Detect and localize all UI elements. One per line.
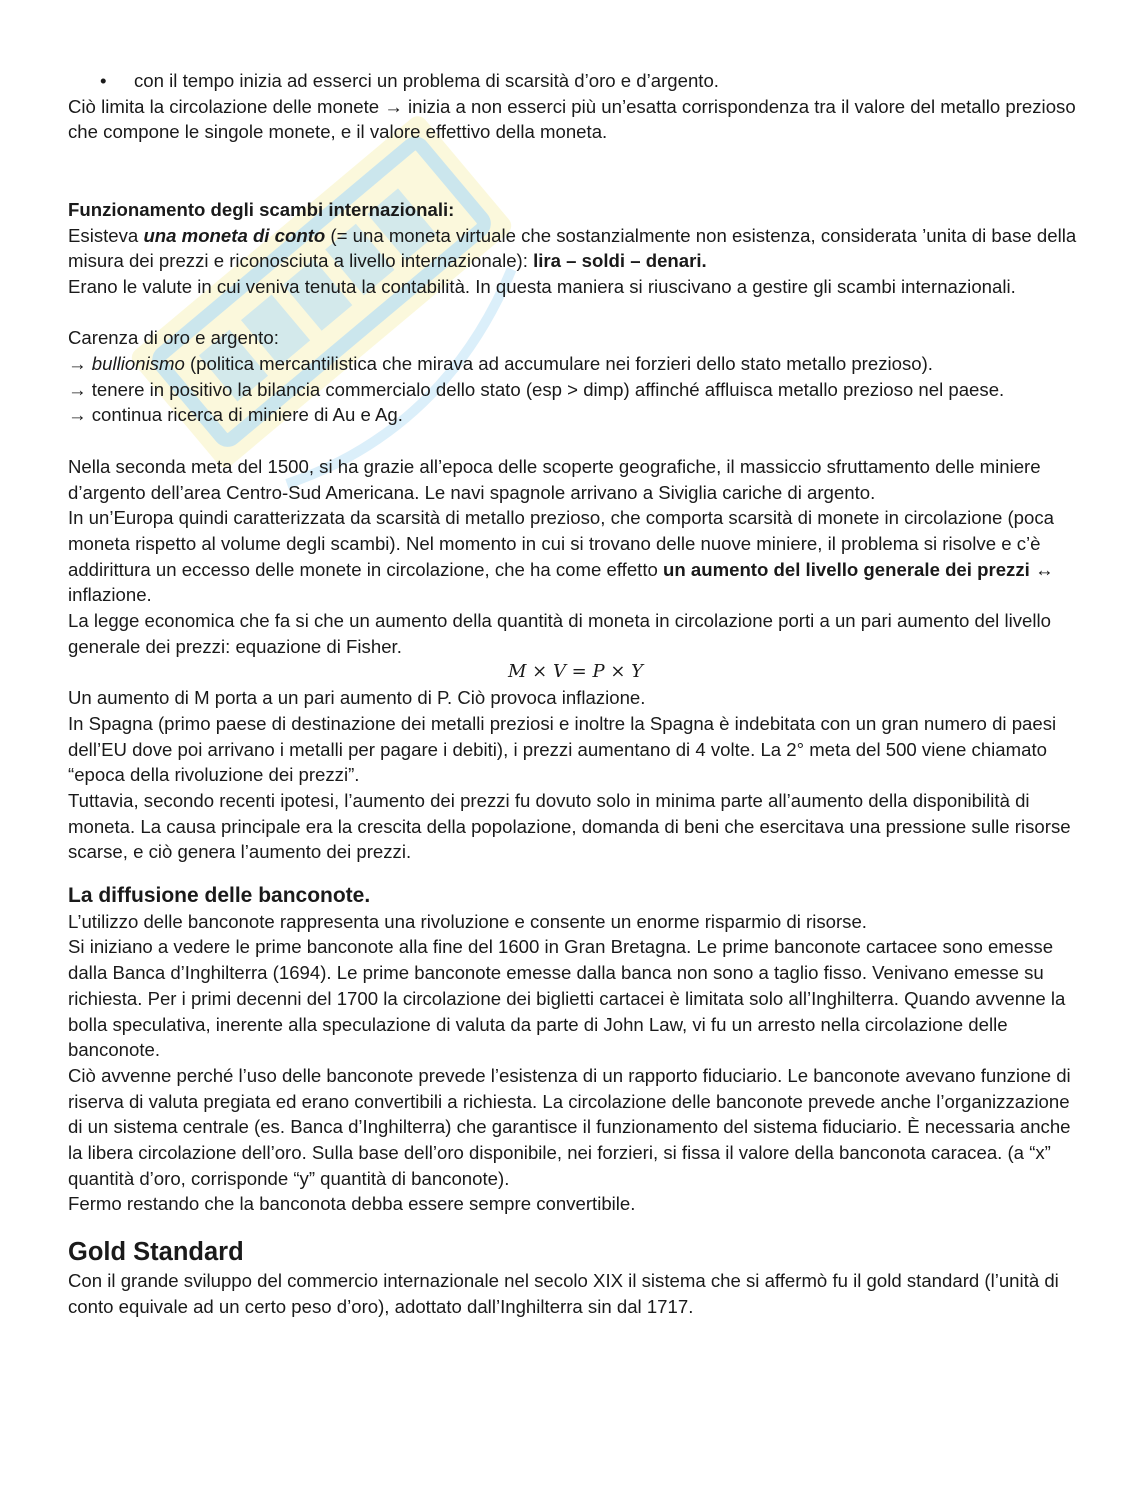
bold-price-increase: un aumento del livello generale dei prezzi ↔ (663, 558, 1054, 580)
heading-gold-standard: Gold Standard (68, 1238, 244, 1267)
bullet-dot-icon: • (100, 70, 107, 91)
paragraph-silver-mines: Nella seconda meta del 1500, si ha grazie all’epoca delle scoperte geografiche, il massiccio sfruttamento delle miniere d’argento dell’area Centro-Sud Americana. Le navi spagnole arrivano a Siviglia cariche di argento. (68, 455, 1041, 503)
list-item-trade-balance: → tenere in positivo la bilancia commercialo dello stato (esp > dimp) affinché affluisca metallo prezioso nel paese. (68, 378, 1005, 400)
text-fragment: Esisteva (68, 224, 144, 246)
list-item-bullionism (68, 351, 1083, 377)
paragraph-convertibility: Fermo restando che la banconota debba essere sempre convertibile. (68, 1193, 636, 1215)
text-fragment: (politica mercantilistica che mirava ad accumulare nei forzieri dello stato metallo prezioso). (184, 353, 933, 374)
paragraph-first-banknotes: Si iniziano a vedere le prime banconote alla fine del 1600 in Gran Bretagna. Le prime banconote cartacee sono emesse dalla Banca d’Inghilterra (1694). Le prime banconote emesse dalla banca non sono a taglio fisso. Venivano emesse su richiesta. Per i primi decenni del 1700 la circolazione dei biglietti cartacei è limitata solo all’Inghilterra. Quando avvenne la bolla speculativa, inerente alla speculazione di valuta da parte di John Law, vi fu un arresto nella circolazione delle banconote. (68, 936, 1066, 1061)
paragraph-fiduciary-system: Ciò avvenne perché l’uso delle banconote prevede l’esistenza di un rapporto fiduciario. Le banconote avevano funzione di riserva di valuta pregiata ed erano convertibili a richiesta. La circolazione delle banconote prevede anche l’organizzazione di un sistema centrale (es. Banca d’Inghilterra) che garantisce il funzionamento del sistema fiduciario. È necessaria anche la libera circolazione dell’oro. Sulla base dell’oro disponibile, nei forzieri, si fissa il valore della banconota caracea. (a “x” quantità d’oro, corrisponde “y” quantità di banconote). (68, 1064, 1071, 1189)
text-fragment: In un’Europa quindi caratterizzata da scarsità di metallo prezioso, che comporta scarsità di monete in circolazione (poca moneta rispetto al volume degli scambi). Nel momento in cui si trovano delle nuove miniere, il problema si risolve e c’è addirittura un eccesso delle monete in circolazione, che ha come effetto (68, 507, 1054, 580)
emphasis-money-of-account: una moneta di conto (143, 224, 326, 246)
heading-international-trade: Funzionamento degli scambi internazionali: (68, 198, 455, 220)
document-page (68, 68, 1083, 1320)
text-fragment: (= una moneta virtuale che sostanzialmente non esistenza, considerata ’unita di base della misura dei prezzi e riconosciuta a livello internazionale): (68, 224, 1077, 272)
text-fragment: inflazione. (68, 584, 152, 606)
fisher-equation: M × V = P × Y (508, 661, 643, 683)
paragraph-recent-hypotheses: Tuttavia, secondo recenti ipotesi, l’aumento dei prezzi fu dovuto solo in minima parte all’aumento della disponibilità di moneta. La causa principale era la crescita della popolazione, domanda di beni che esercitava una pressione sulle risorse scarse, e ciò genera l’aumento dei prezzi. (68, 789, 1071, 863)
paragraph-gold-silver-shortage: Carenza di oro e argento: (68, 327, 279, 349)
bullet-item (68, 68, 1083, 94)
paragraph-m-increase: Un aumento di M porta a un pari aumento di P. Ciò provoca inflazione. (68, 687, 646, 709)
paragraph-banknotes-revolution: L’utilizzo delle banconote rappresenta una rivoluzione e consente un enorme risparmio di risorse. (68, 910, 867, 932)
heading-banknotes: La diffusione delle banconote. (68, 884, 371, 908)
paragraph-gold-standard: Con il grande sviluppo del commercio internazionale nel secolo XIX il sistema che si affermò fu il gold standard (l’unità di conto equivale ad un certo peso d’oro), adottato dall’Inghilterra sin dal 1717. (68, 1270, 1059, 1317)
paragraph-europe-scarcity (68, 505, 1083, 608)
paragraph-money-of-account (68, 223, 1083, 274)
paragraph-accounting-currencies: Erano le valute in cui veniva tenuta la contabilità. In questa maniera si riuscivano a gestire gli scambi internazionali. (68, 275, 1016, 297)
paragraph-fisher-law: La legge economica che fa si che un aumento della quantità di moneta in circolazione porti a un pari aumento del livello generale dei prezzi: equazione di Fisher. (68, 610, 1051, 657)
emphasis-bullionism: bullionismo (91, 353, 185, 374)
bullet-text: con il tempo inizia ad esserci un problema di scarsità d’oro e d’argento. (134, 70, 719, 91)
arrow-fragment: → (68, 353, 92, 374)
paragraph-spain: In Spagna (primo paese di destinazione dei metalli preziosi e inoltre la Spagna è indebitata con un gran numero di paesi dell’EU dove poi arrivano i metalli per pagare i debiti), i prezzi aumentano di 4 volte. La 2° meta del 500 viene chiamato “epoca della rivoluzione dei prezzi”. (68, 712, 1057, 786)
bold-lira-soldi-denari: lira – soldi – denari. (533, 250, 707, 272)
list-item-mines: → continua ricerca di miniere di Au e Ag. (68, 404, 403, 426)
paragraph-coin-circulation: Ciò limita la circolazione delle monete → inizia a non esserci più un’esatta corrispondenza tra il valore del metallo prezioso che compone le singole monete, e il valore effettivo della moneta. (68, 95, 1076, 143)
